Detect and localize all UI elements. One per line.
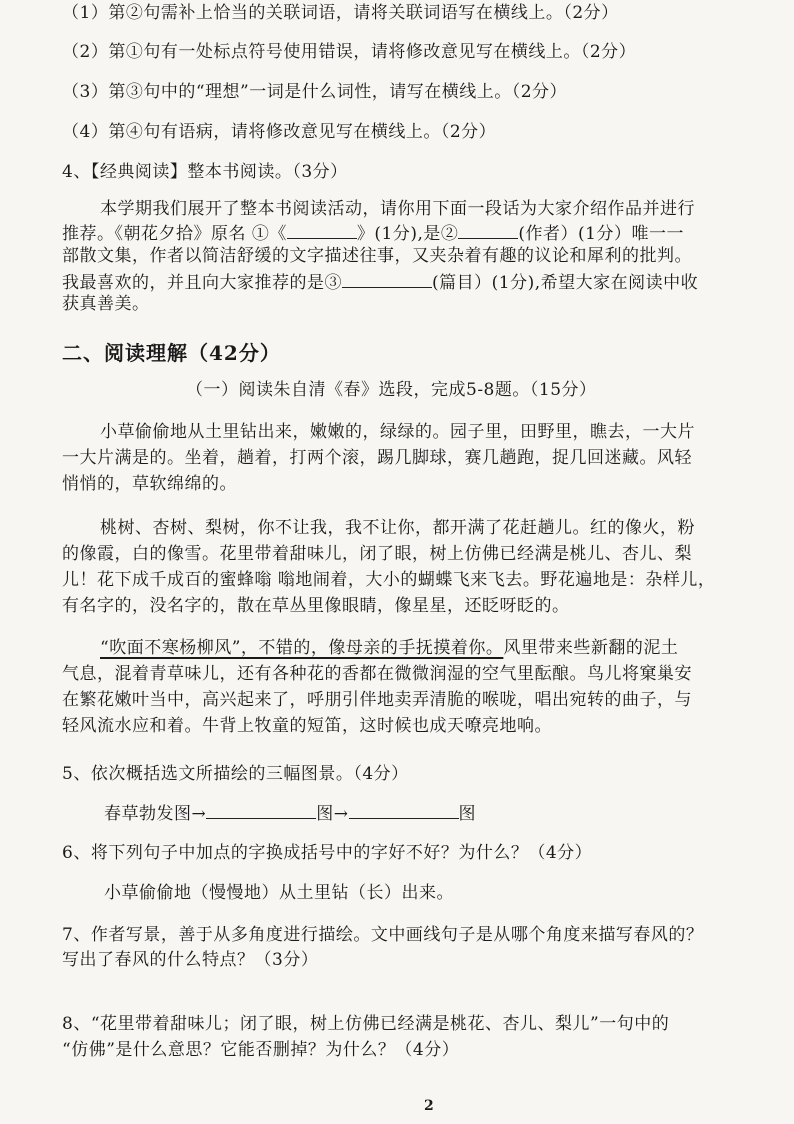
question-3-3: （3）第③句中的“理想”一词是什么词性，请写在横线上。（2分）: [62, 82, 568, 102]
question-3-2: （2）第①句有一处标点符号使用错误，请将修改意见写在横线上。（2分）: [62, 42, 637, 62]
answer-blank-1[interactable]: [287, 222, 357, 239]
question-3-4: （4）第④句有语病，请将修改意见写在横线上。（2分）: [62, 122, 497, 142]
passage-p3-line1: [100, 638, 678, 658]
question-6-title: 6、将下列句子中加点的字换成括号中的字好不好？为什么？（4分）: [62, 843, 593, 863]
question-5-ans-c: 图: [458, 804, 476, 824]
section-2-title: 二、阅读理解（42分）: [62, 341, 281, 365]
passage-p2-line2: 的像霞，白的像雪。花里带着甜味儿，闭了眼，树上仿佛已经满是桃儿、杏儿、梨: [62, 544, 692, 564]
question-6-sentence: 小草偷偷地（慢慢地）从土里钻（长）出来。: [104, 883, 454, 903]
question-4-line3: 部散文集，作者以简洁舒缓的文字描述往事，又夹杂着有趣的议论和犀利的批判。: [62, 246, 692, 266]
question-3-1: （1）第②句需补上恰当的关联词语，请将关联词语写在横线上。（2分）: [62, 3, 619, 23]
question-8-line2: “仿佛”是什么意思？它能否删掉？为什么？（4分）: [62, 1040, 460, 1060]
question-5-title: 5、依次概括选文所描绘的三幅图景。（4分）: [62, 764, 409, 784]
passage-p2-line3: 儿！花下成千成百的蜜蜂嗡 嗡地闹着，大小的蝴蝶飞来飞去。野花遍地是：杂样儿，: [62, 570, 716, 590]
answer-blank-3[interactable]: [342, 271, 432, 288]
answer-blank-5[interactable]: [349, 802, 459, 819]
question-4-title: 4、【经典阅读】整本书阅读。（3分）: [62, 162, 348, 182]
answer-blank-2[interactable]: [458, 222, 518, 239]
passage-p1-line1: 小草偷偷地从土里钻出来，嫩嫩的，绿绿的。园子里，田野里，瞧去，一大片: [100, 422, 695, 442]
question-7-line1: 7、作者写景，善于从多角度进行描绘。文中画线句子是从哪个角度来描写春风的？: [62, 925, 704, 945]
question-5-ans-a: 春草勃发图→: [104, 804, 207, 824]
page-number: 2: [424, 1098, 434, 1114]
underlined-sentence: “吹面不寒杨柳风”，不错的，像母亲的手抚摸着你。: [100, 638, 504, 658]
passage-p1-line3: 悄悄的，草软绵绵的。: [62, 474, 237, 494]
question-4-line2-b: 》(1分),是②: [356, 224, 459, 244]
passage-p2-line4: 有名字的，没名字的，散在草丛里像眼睛，像星星，还眨呀眨的。: [62, 596, 570, 616]
passage-p1-line2: 一大片满是的。坐着，趟着，打两个滚，踢几脚球，赛几趟跑，捉几回迷藏。风轻: [62, 448, 692, 468]
question-4-line2-a: 推荐。《朝花夕拾》原名 ①《: [62, 224, 287, 244]
question-4-line2: [62, 222, 684, 244]
question-7-line2: 写出了春风的什么特点？（3分）: [62, 950, 319, 970]
question-5-ans-b: 图→: [316, 804, 349, 824]
question-4-line4: [62, 271, 698, 293]
passage-p3-line4: 轻风流水应和着。牛背上牧童的短笛，这时候也成天嘹亮地响。: [62, 716, 552, 736]
question-4-line1: 本学期我们展开了整本书阅读活动，请你用下面一段话为大家介绍作品并进行: [100, 199, 695, 219]
passage-p3-line2: 气息，混着青草味儿，还有各种花的香都在微微润湿的空气里酝酿。鸟儿将窠巢安: [62, 664, 692, 684]
question-4-line4-a: 我最喜欢的，并且向大家推荐的是③: [62, 273, 342, 293]
question-4-line4-b: (篇目）(1分),希望大家在阅读中收: [432, 273, 699, 293]
passage-p3-line3: 在繁花嫩叶当中，高兴起来了，呼朋引伴地卖弄清脆的喉咙，唱出宛转的曲子，与: [62, 690, 692, 710]
passage-p3-line1-rest: 风里带来些新翻的泥土: [503, 638, 679, 658]
question-4-line2-c: (作者）(1分）唯一一: [518, 224, 684, 244]
question-5-answer-line: [104, 802, 476, 824]
question-4-line5: 获真善美。: [62, 294, 150, 314]
question-8-line1: 8、“花里带着甜味儿；闭了眼，树上仿佛已经满是桃花、杏儿、梨儿”一句中的: [62, 1014, 670, 1034]
section-2-subtitle: （一）阅读朱自清《春》选段，完成5-8题。（15分）: [186, 380, 597, 400]
passage-p2-line1: 桃树、杏树、梨树，你不让我，我不让你，都开满了花赶趟儿。红的像火，粉: [100, 518, 695, 538]
answer-blank-4[interactable]: [206, 802, 316, 819]
